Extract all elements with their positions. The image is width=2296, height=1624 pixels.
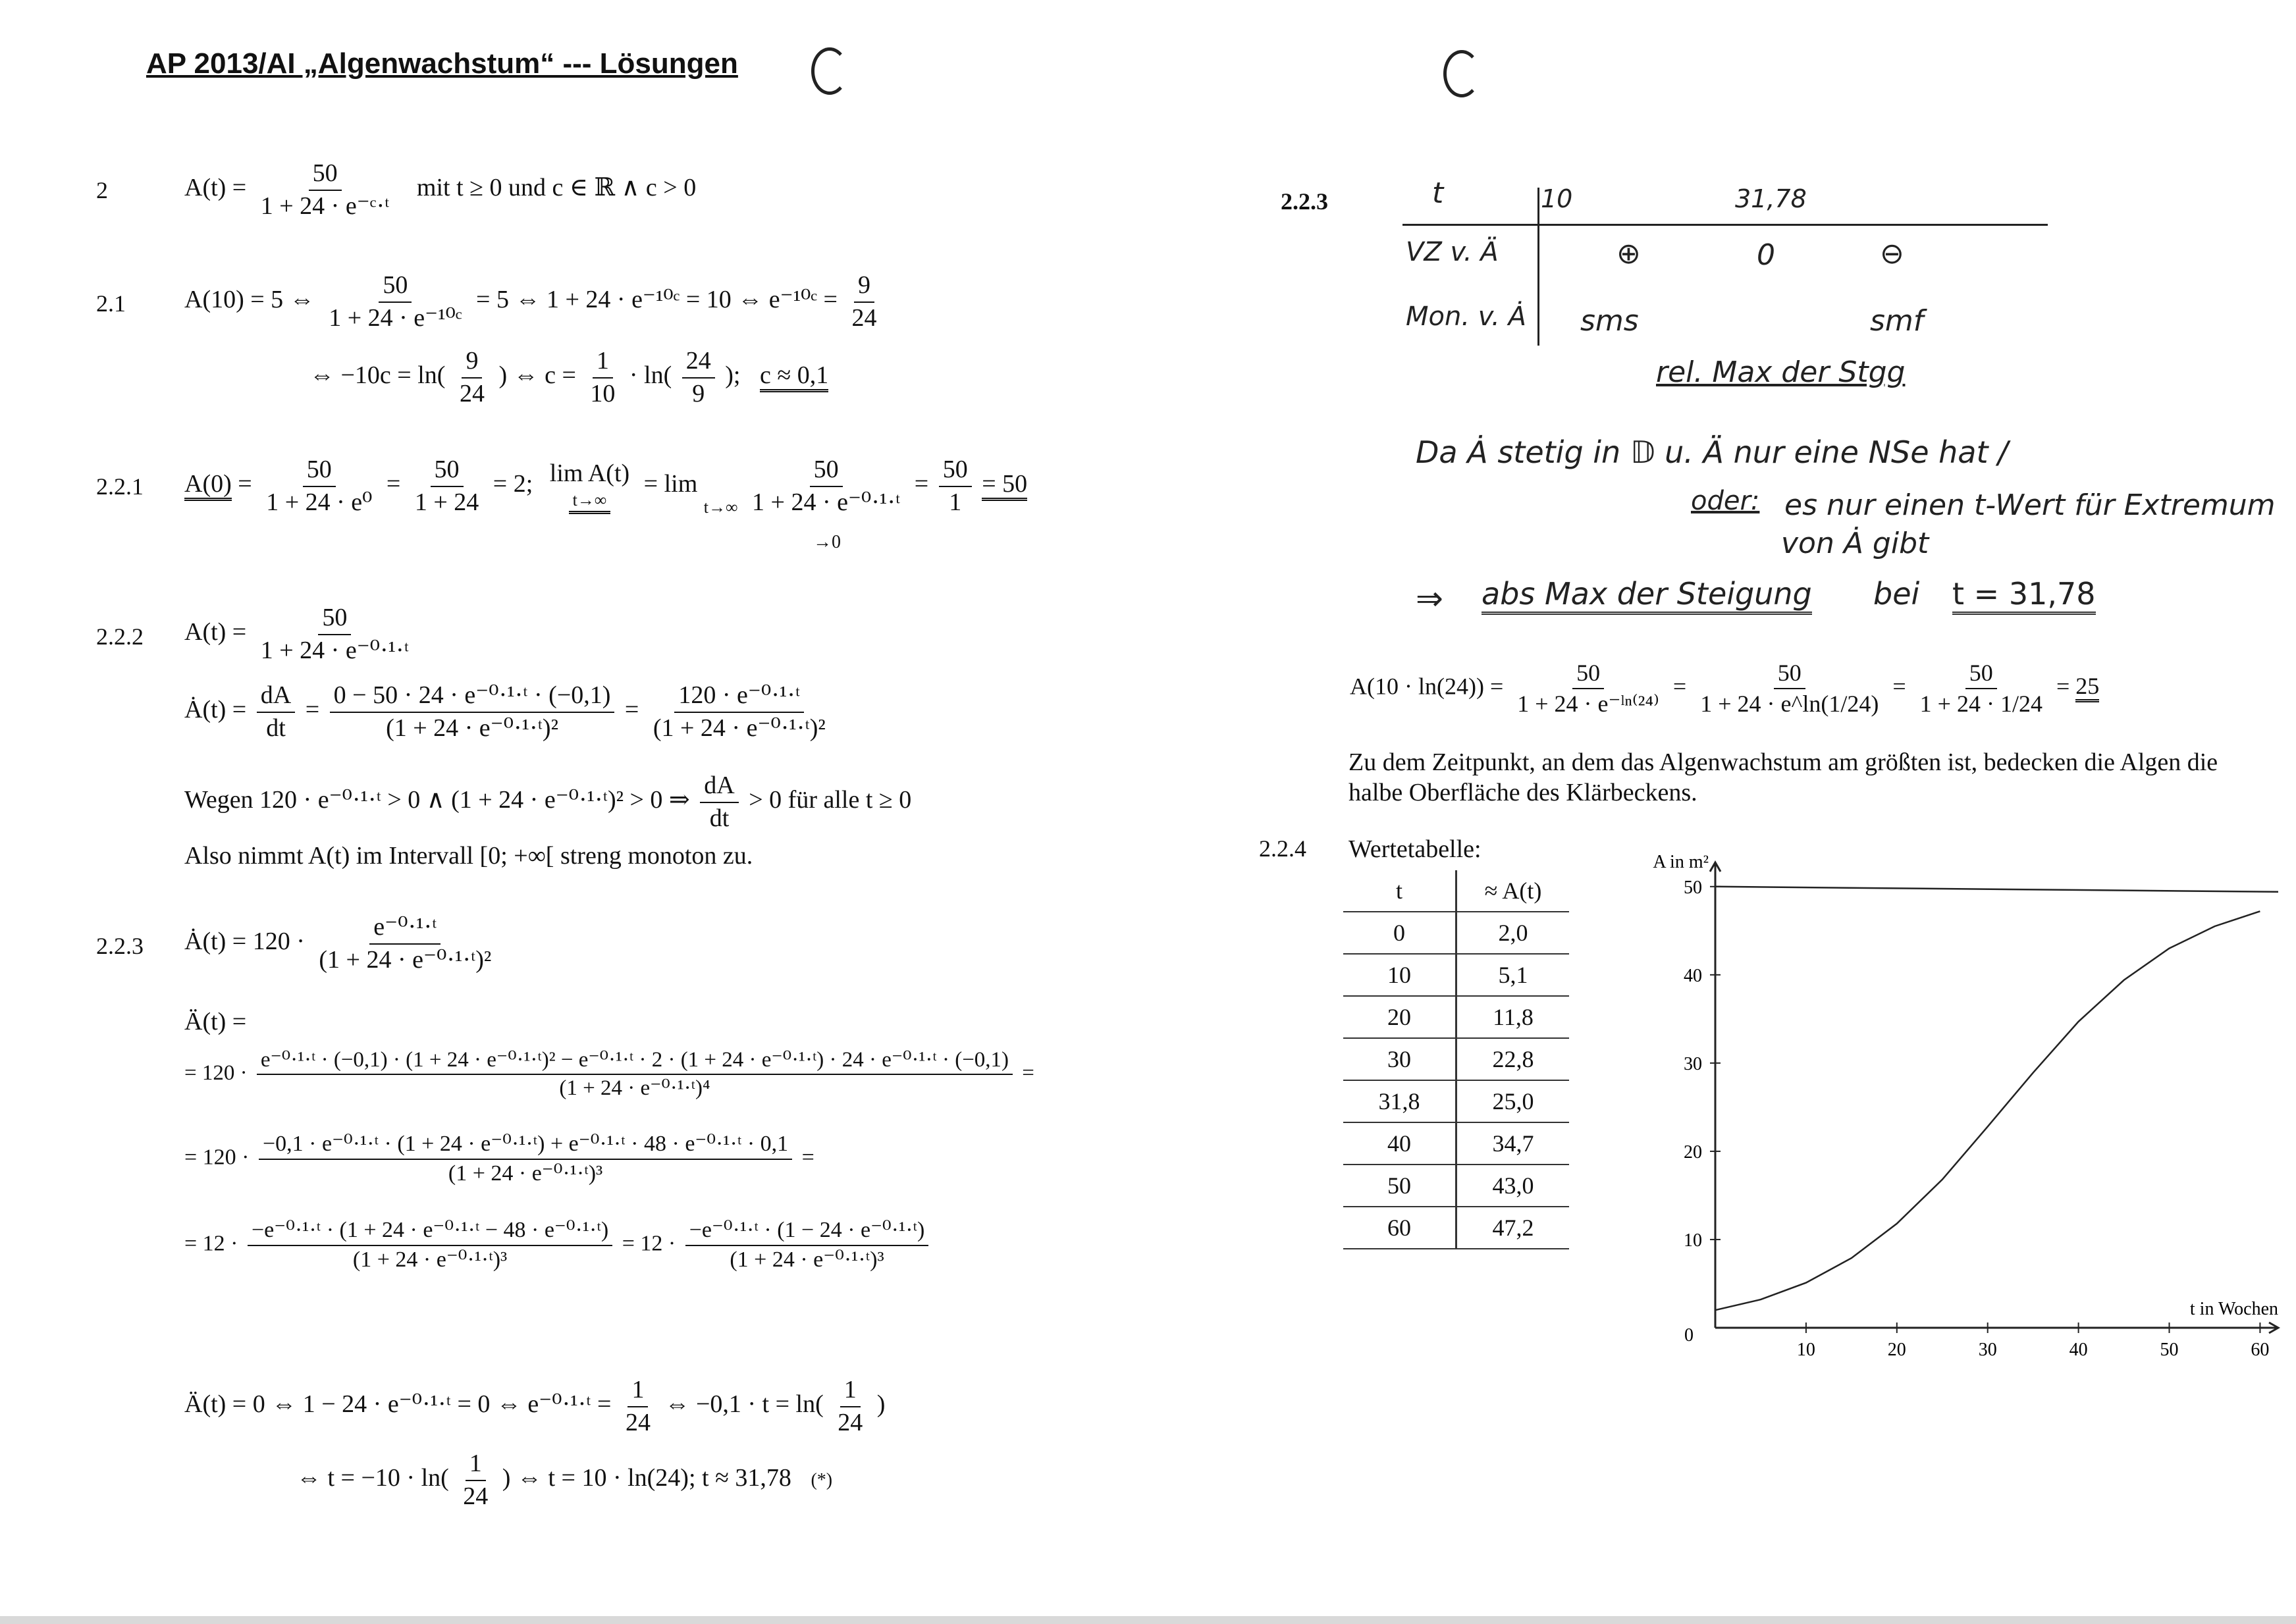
section-number: 2.2.4 — [1259, 835, 1306, 862]
equation-line: Ä(t) = 0 ⇔ 1 − 24 · e⁻⁰·¹·ᵗ = 0 ⇔ e⁻⁰·¹·ᵗ = $\frac{1}{24}$ ⇔ −0,1 · t = ln( $\frac{1}{24}$ ) — [184, 1376, 886, 1436]
row-label-vz: VZ v. Ä — [1406, 237, 1499, 267]
table-row: 20 11,8 — [1343, 996, 1569, 1038]
table-header-3178: 31,78 — [1735, 184, 1807, 213]
equation-line: = 120 · e⁻⁰·¹·ᵗ · (−0,1) · (1 + 24 · e⁻⁰·¹·ᵗ)² − e⁻⁰·¹·ᵗ · 2 · (1 + 24 · e⁻⁰·¹·ᵗ) · 24 · e⁻⁰·¹·ᵗ · (−0,1) (1 + 24 · e⁻⁰·¹·ᵗ)⁴ = — [184, 1048, 1034, 1101]
equation-line: ⇔ −10c = ln( $\frac{9}{24}$ ) ⇔ c = $\frac{1}{10}$ · ln( $\frac{24}{9}$ ); c ≈ 0,1 — [309, 347, 829, 407]
y-axis-label: A in m² — [1653, 852, 1709, 872]
text-line: Ä(t) = — [184, 1008, 247, 1035]
table-row: 50 43,0 — [1343, 1165, 1569, 1207]
section-number: 2 — [96, 177, 108, 203]
table-row: 30 22,8 — [1343, 1038, 1569, 1080]
sign-minus: ⊖ — [1880, 237, 1904, 271]
result-underlined: c ≈ 0,1 — [760, 361, 828, 392]
table-row: 60 47,2 — [1343, 1207, 1569, 1249]
section-number: 2.2.3 — [96, 933, 144, 959]
table-row: 10 5,1 — [1343, 954, 1569, 996]
sign-plus: ⊕ — [1616, 237, 1641, 271]
row-label-mon: Mon. v. Ȧ — [1406, 301, 1526, 332]
page-title: AP 2013/AI „Algenwachstum“ --- Lösungen — [146, 47, 738, 80]
equation-line: ⇔ t = −10 · ln( $\frac{1}{24}$ ) ⇔ t = 10 · ln(24); t ≈ 31,78 (*) — [296, 1450, 833, 1510]
handwritten-reasoning: es nur einen t-Wert für Extremum — [1784, 488, 2276, 522]
text-line: Also nimmt A(t) im Intervall [0; +∞[ streng monoton zu. — [184, 842, 753, 870]
rel-max-note: rel. Max der Stgg — [1656, 355, 1906, 389]
implies-arrow: ⇒ — [1416, 579, 1443, 617]
punch-hole-left — [811, 47, 848, 95]
abs-max-note: abs Max der Steigung — [1482, 576, 1812, 615]
table-header-10: 10 — [1541, 184, 1573, 213]
x-axis-label: t in Wochen — [2189, 1299, 2278, 1319]
sign-table-vline — [1537, 188, 1539, 346]
y-tick-label: 40 — [1684, 965, 1702, 986]
table-row: 0 2,0 — [1343, 912, 1569, 954]
handwritten-or: oder: — [1691, 486, 1760, 516]
mono-sms: sms — [1580, 304, 1639, 338]
x-tick-label: 50 — [2160, 1340, 2179, 1360]
function-definition: A(t) = $\frac{50}{\text{1 + 24 · e⁻ᶜ·ᵗ}}$ mit t ≥ 0 und c ∈ ℝ ∧ c > 0 — [184, 159, 697, 220]
x-tick-label: 0 — [1684, 1325, 1694, 1346]
header-a: ≈ A(t) — [1456, 870, 1570, 912]
scan-edge — [0, 1616, 2296, 1624]
x-tick-label: 10 — [1796, 1340, 1815, 1360]
sign-zero: 0 — [1757, 238, 1775, 272]
equation-line: A(0) = $\frac{50}{\text{1 + 24 · e⁰}}$ = $\frac{50}{1 + 24}$ = 2; lim A(t) t→∞ = lim $_{t\to\infty}$ $\frac{50}{\text{1 + 24 · e⁻⁰·¹·ᵗ}}$ = $\frac{50}{1}$ = 50 — [184, 456, 1028, 517]
punch-hole-right — [1443, 50, 1480, 97]
abs-max-value: t = 31,78 — [1952, 576, 2096, 615]
table-header-t: t — [1432, 176, 1444, 210]
table-row: 31,8 25,0 — [1343, 1080, 1569, 1122]
conclusion-text: Zu dem Zeitpunkt, an dem das Algenwachstum am größten ist, bedecken die Algen die halbe Oberfläche des Klärbeckens. — [1348, 748, 2218, 806]
handwritten-bei: bei — [1873, 576, 1920, 612]
section-number: 2.1 — [96, 290, 126, 317]
equation-line: = 120 · −0,1 · e⁻⁰·¹·ᵗ · (1 + 24 · e⁻⁰·¹·ᵗ) + e⁻⁰·¹·ᵗ · 48 · e⁻⁰·¹·ᵗ · 0,1 (1 + 24 · e⁻⁰·¹·ᵗ)³ = — [184, 1132, 814, 1186]
table-row: 40 34,7 — [1343, 1122, 1569, 1165]
equation-line: = 12 · $\frac{\text{−e⁻⁰·¹·ᵗ · (1 + 24 · e⁻⁰·¹·ᵗ − 48 · e⁻⁰·¹·ᵗ)}}{\text{(1 + 24 · e⁻⁰·¹·ᵗ)³}}$ = 12 · $\frac{\text{−e⁻⁰·¹·ᵗ · (1 − 24 · e⁻⁰·¹·ᵗ)}}{\text{(1 + 24 · e⁻⁰·¹·ᵗ)³}}$ — [184, 1217, 932, 1274]
growth-curve — [1715, 911, 2260, 1310]
section-number: 2.2.3 — [1281, 188, 1328, 215]
y-tick-label: 30 — [1684, 1053, 1702, 1074]
y-tick-label: 50 — [1684, 877, 1702, 898]
equation-line: Ȧ(t) = $\frac{dA}{dt}$ = $\frac{\text{0 − 50 · 24 · e⁻⁰·¹·ᵗ · (−0,1)}}{\text{(1 + 24 · e⁻⁰·¹·ᵗ)²}}$ = $\frac{\text{120 · e⁻⁰·¹·ᵗ}}{\text{(1 + 24 · e⁻⁰·¹·ᵗ)²}}$ — [184, 681, 826, 742]
brace-note: →0 — [813, 532, 841, 552]
handwritten-reasoning: von Ȧ gibt — [1781, 527, 1929, 560]
x-tick-label: 40 — [2069, 1340, 2088, 1360]
equation-line: A(10) = 5 ⇔ $\frac{50}{\text{1 + 24 · e⁻¹⁰ᶜ}}$ = 5 ⇔ 1 + 24 · e⁻¹⁰ᶜ = 10 ⇔ e⁻¹⁰ᶜ = $\frac{9}{24}$ — [184, 271, 877, 332]
y-tick-label: 10 — [1684, 1230, 1702, 1251]
x-tick-label: 60 — [2251, 1340, 2270, 1360]
equation-line: A(10 · ln(24)) = $\frac{50}{\text{1 + 24 · e⁻ˡⁿ⁽²⁴⁾}}$ = $\frac{50}{1 + 24 \cdot e\^{}\ln(1/24)}$ = $\frac{50}{1 + 24 \cdot 1/24}$ = 25 — [1350, 660, 2100, 717]
section-number: 2.2.2 — [96, 623, 144, 650]
sign-table-hline — [1402, 224, 2048, 226]
section-number: 2.2.1 — [96, 473, 144, 500]
handwritten-reasoning: Da Ȧ stetig in 𝔻 u. Ä nur eine NSe hat / — [1416, 434, 2008, 470]
equation-line: A(t) = $\frac{50}{\text{1 + 24 · e⁻⁰·¹·ᵗ}}$ — [184, 604, 409, 664]
x-tick-label: 30 — [1978, 1340, 1997, 1360]
table-label: Wertetabelle: — [1348, 835, 1482, 863]
equation-line: Wegen 120 · e⁻⁰·¹·ᵗ > 0 ∧ (1 + 24 · e⁻⁰·¹·ᵗ)² > 0 ⇒ $\frac{dA}{dt}$ > 0 für alle t ≥ 0 — [184, 772, 912, 832]
growth-chart — [1640, 849, 2291, 1389]
equation-line: Ȧ(t) = 120 · $\frac{\text{e⁻⁰·¹·ᵗ}}{\text{(1 + 24 · e⁻⁰·¹·ᵗ)²}}$ — [184, 913, 492, 974]
y-tick-label: 20 — [1684, 1141, 1702, 1163]
x-tick-label: 20 — [1887, 1340, 1906, 1360]
table-header-row — [1343, 870, 1569, 912]
mono-smf: smf — [1870, 304, 1924, 338]
value-table — [1343, 870, 1569, 1249]
asterisk-mark: (*) — [811, 1470, 833, 1491]
asymptote-line — [1715, 887, 2278, 892]
header-t: t — [1343, 870, 1456, 912]
